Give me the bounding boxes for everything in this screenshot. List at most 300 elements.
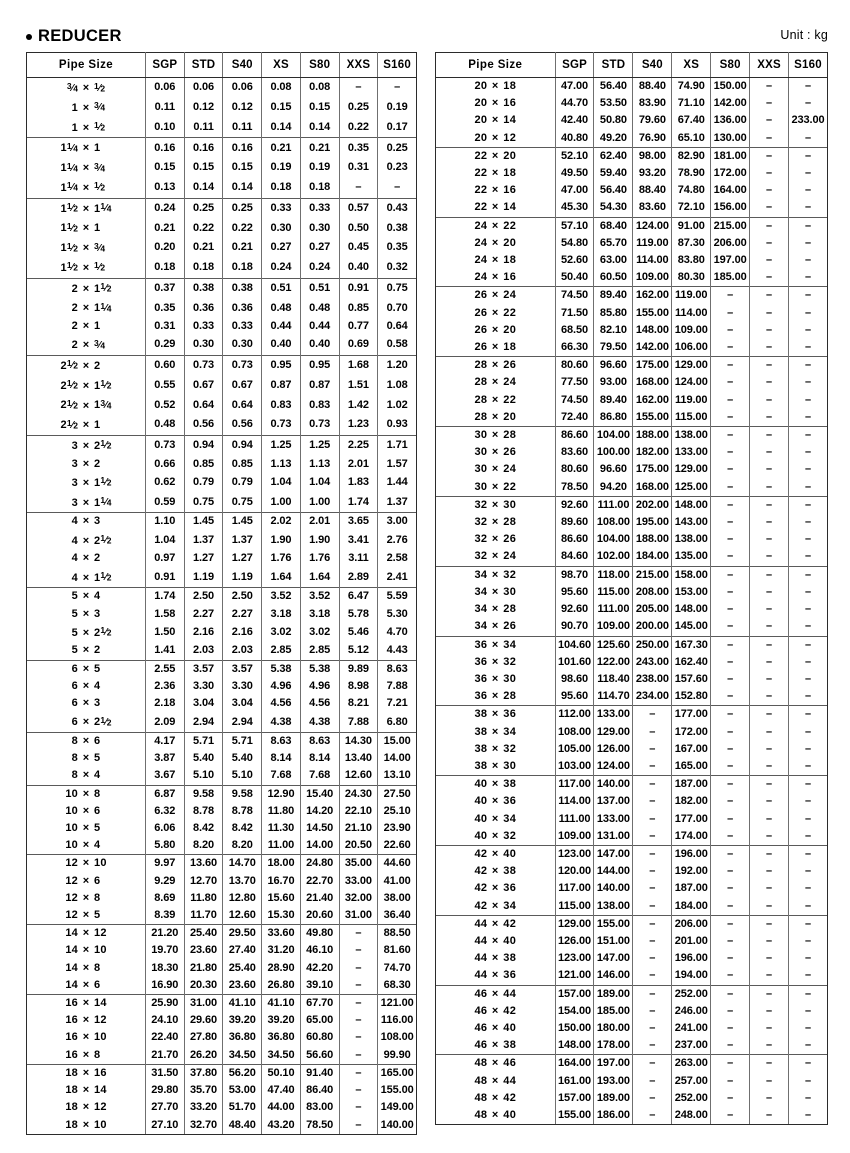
cell-s40: 8.78 [223,803,262,820]
table-row [436,78,828,96]
cell-xs: 3.52 [262,588,301,606]
cell-s40: 0.12 [223,98,262,118]
cell-std: 3.04 [184,695,223,712]
cell-pipe-size: $1^1⁄_2$ × $1^1⁄_4$ [27,198,146,218]
cell-sgp: 74.50 [555,287,594,305]
table-row [436,514,828,531]
cell-s40: 2.16 [223,623,262,643]
cell-s40: 8.42 [223,820,262,837]
cell-std: 0.94 [184,435,223,455]
cell-xxs: – [750,409,789,427]
cell-xs: 8.14 [262,750,301,767]
cell-xs: 177.00 [672,811,711,828]
cell-sgp: 72.40 [555,409,594,427]
cell-s160: – [789,1090,828,1107]
cell-xs: 71.10 [672,95,711,112]
cell-std: 0.73 [184,355,223,375]
cell-s160: – [789,758,828,776]
cell-s40: 83.90 [633,95,672,112]
column-header-xxs: XXS [339,53,378,78]
cell-sgp: 68.50 [555,322,594,339]
cell-xs: 0.15 [262,98,301,118]
cell-pipe-size: 26 × 24 [436,287,556,305]
cell-sgp: 45.30 [555,199,594,217]
cell-std: 60.50 [594,269,633,287]
table-row [436,427,828,445]
cell-s40: 0.06 [223,78,262,98]
cell-std: 197.00 [594,1055,633,1073]
column-header-s80: S80 [711,53,750,78]
cell-sgp: 57.10 [555,217,594,235]
cell-pipe-size: $2 \times 1^1⁄_2$ [27,278,146,298]
cell-xs: 7.68 [262,767,301,785]
cell-s80: 0.08 [300,78,339,98]
cell-sgp: 101.60 [555,654,594,671]
cell-s80: 4.38 [300,712,339,732]
tables-container [0,52,850,1135]
cell-s160: 38.00 [378,890,417,907]
cell-s80: 56.60 [300,1047,339,1065]
cell-xxs: – [750,845,789,863]
cell-std: 122.00 [594,654,633,671]
column-header-std: STD [184,53,223,78]
cell-xxs: – [339,1012,378,1029]
table-row [27,138,417,158]
cell-sgp: 54.80 [555,235,594,252]
cell-std: 53.50 [594,95,633,112]
table-row [436,654,828,671]
table-row [436,915,828,933]
cell-pipe-size: 32 × 24 [436,548,556,566]
cell-pipe-size: 24 × 16 [436,269,556,287]
cell-std: 26.20 [184,1047,223,1065]
cell-s40: 202.00 [633,496,672,514]
cell-std: 133.00 [594,811,633,828]
cell-xxs: 1.74 [339,493,378,513]
cell-xxs: – [750,654,789,671]
cell-sgp: 150.00 [555,1020,594,1037]
cell-s40: 13.70 [223,873,262,890]
table-row [436,741,828,758]
table-row [27,198,417,218]
reducer-table-left [26,52,417,1135]
table-row [27,278,417,298]
cell-s160: – [789,392,828,409]
table-row [27,376,417,396]
cell-pipe-size: 38 × 36 [436,706,556,724]
cell-std: 56.40 [594,78,633,96]
cell-sgp: 111.00 [555,811,594,828]
cell-s160: – [789,95,828,112]
cell-sgp: 104.60 [555,636,594,654]
cell-xxs: 0.50 [339,218,378,238]
cell-std: 94.20 [594,479,633,497]
left-table-column [0,52,425,1135]
cell-s80: – [711,758,750,776]
cell-s40: 234.00 [633,688,672,706]
table-row [27,298,417,318]
cell-s80: 5.38 [300,660,339,678]
cell-s40: 8.20 [223,837,262,855]
cell-s40: 14.70 [223,855,262,873]
table-row [436,130,828,148]
cell-xxs: – [750,112,789,129]
table-row [27,750,417,767]
cell-std: 59.40 [594,165,633,182]
cell-xxs: 1.23 [339,415,378,435]
cell-xs: 119.00 [672,392,711,409]
cell-s40: 0.18 [223,258,262,278]
cell-xs: 36.80 [262,1029,301,1046]
cell-xxs: – [339,977,378,995]
cell-std: 32.70 [184,1117,223,1135]
cell-s40: 34.50 [223,1047,262,1065]
cell-s40: 2.94 [223,712,262,732]
table-row [27,258,417,278]
cell-pipe-size: 48 × 42 [436,1090,556,1107]
cell-pipe-size: $4 \times 2^1⁄_2$ [27,531,146,551]
cell-s40: 200.00 [633,618,672,636]
cell-s160: – [789,584,828,601]
cell-xs: 31.20 [262,942,301,959]
right-table-column [425,52,850,1135]
cell-xs: 106.00 [672,339,711,357]
table-row [27,550,417,567]
cell-s160: 2.76 [378,531,417,551]
cell-sgp: 80.60 [555,357,594,375]
cell-s40: – [633,1107,672,1125]
cell-xxs: – [750,339,789,357]
cell-xs: 1.00 [262,493,301,513]
cell-s80: 164.00 [711,182,750,199]
cell-xxs: – [750,933,789,950]
cell-xxs: 2.89 [339,568,378,588]
table-row [436,845,828,863]
cell-s160: – [789,461,828,478]
cell-pipe-size: 48 × 40 [436,1107,556,1125]
cell-s40: 0.73 [223,355,262,375]
cell-xs: 192.00 [672,863,711,880]
cell-s40: 39.20 [223,1012,262,1029]
cell-sgp: 0.21 [145,218,184,238]
column-header-s80: S80 [300,53,339,78]
cell-s80: – [711,531,750,548]
cell-pipe-size: 30 × 24 [436,461,556,478]
cell-s160: – [789,130,828,148]
cell-s160: – [789,269,828,287]
cell-sgp: 0.73 [145,435,184,455]
table-row [436,950,828,967]
cell-sgp: 42.40 [555,112,594,129]
cell-xs: 26.80 [262,977,301,995]
cell-s80: 181.00 [711,147,750,165]
cell-s40: – [633,985,672,1003]
cell-s160: – [789,898,828,916]
cell-xs: 119.00 [672,287,711,305]
cell-sgp: 129.00 [555,915,594,933]
cell-s80: 136.00 [711,112,750,129]
cell-sgp: 0.16 [145,138,184,158]
cell-sgp: 0.59 [145,493,184,513]
cell-sgp: 164.00 [555,1055,594,1073]
cell-s80: 0.73 [300,415,339,435]
cell-s80: 0.40 [300,335,339,355]
cell-pipe-size: $1^1⁄_2 \times 1$ [27,218,146,238]
table-row [27,942,417,959]
cell-s160: 7.21 [378,695,417,712]
cell-xxs: 1.42 [339,395,378,415]
cell-s160: – [789,252,828,269]
cell-xs: 0.27 [262,238,301,258]
cell-xs: 263.00 [672,1055,711,1073]
cell-s40: 215.00 [633,566,672,584]
column-header-s160: S160 [378,53,417,78]
cell-xxs: – [750,199,789,217]
table-row [27,178,417,198]
cell-xxs: 5.12 [339,642,378,660]
table-row [27,395,417,415]
cell-xxs: – [750,880,789,897]
cell-s40: 142.00 [633,339,672,357]
cell-xxs: – [750,828,789,846]
cell-s160: 140.00 [378,1117,417,1135]
table-row [436,409,828,427]
cell-xxs: 0.77 [339,318,378,335]
cell-s160: 1.02 [378,395,417,415]
cell-s40: – [633,898,672,916]
cell-pipe-size: 40 × 36 [436,793,556,810]
cell-pipe-size: $1^1⁄_4 \times 1$ [27,138,146,158]
cell-sgp: 6.32 [145,803,184,820]
cell-s80: – [711,880,750,897]
cell-s160: – [789,548,828,566]
cell-pipe-size: 40 × 34 [436,811,556,828]
cell-std: 189.00 [594,1090,633,1107]
cell-s40: 195.00 [633,514,672,531]
cell-xs: 201.00 [672,933,711,950]
cell-std: 27.80 [184,1029,223,1046]
cell-xxs: – [750,811,789,828]
cell-pipe-size: 4 × 2 [27,550,146,567]
cell-s160: 0.38 [378,218,417,238]
cell-xxs: 7.88 [339,712,378,732]
cell-s160: 1.71 [378,435,417,455]
table-row [436,1020,828,1037]
table-row [27,118,417,138]
cell-pipe-size: 12 × 10 [27,855,146,873]
cell-sgp: 155.00 [555,1107,594,1125]
cell-s80: – [711,915,750,933]
cell-s80: 24.80 [300,855,339,873]
cell-xxs: 2.25 [339,435,378,455]
cell-s160: – [789,479,828,497]
cell-s80: – [711,444,750,461]
cell-sgp: 66.30 [555,339,594,357]
cell-xxs: – [750,444,789,461]
table-row [27,1064,417,1082]
cell-s40: 0.75 [223,493,262,513]
cell-sgp: 8.69 [145,890,184,907]
cell-std: 37.80 [184,1064,223,1082]
table-row [27,568,417,588]
cell-std: 189.00 [594,985,633,1003]
cell-xxs: – [750,287,789,305]
cell-sgp: 0.20 [145,238,184,258]
cell-xs: 74.80 [672,182,711,199]
cell-pipe-size: $^3⁄_4$ × $^1⁄_2$ [27,78,146,98]
cell-xxs: 0.45 [339,238,378,258]
cell-std: 0.75 [184,493,223,513]
cell-s80: – [711,688,750,706]
cell-s80: – [711,339,750,357]
cell-xs: 39.20 [262,1012,301,1029]
table-row [436,112,828,129]
cell-s40: 184.00 [633,548,672,566]
cell-s40: 23.60 [223,977,262,995]
cell-s160: – [789,863,828,880]
cell-s160: – [378,178,417,198]
cell-xxs: – [750,479,789,497]
cell-s80: 1.13 [300,456,339,473]
cell-xxs: – [339,995,378,1013]
cell-s40: 175.00 [633,461,672,478]
cell-s160: – [789,967,828,985]
cell-s40: – [633,845,672,863]
cell-std: 155.00 [594,915,633,933]
cell-xxs: – [750,217,789,235]
cell-std: 138.00 [594,898,633,916]
cell-s40: – [633,967,672,985]
cell-std: 0.16 [184,138,223,158]
cell-pipe-size: 30 × 22 [436,479,556,497]
cell-std: 65.70 [594,235,633,252]
cell-xs: 145.00 [672,618,711,636]
cell-s40: – [633,863,672,880]
cell-s40: – [633,758,672,776]
cell-s160: 27.50 [378,785,417,803]
right-header-row [436,53,828,78]
cell-s80: 86.40 [300,1082,339,1099]
table-row [436,548,828,566]
cell-s160: – [789,793,828,810]
cell-s40: – [633,828,672,846]
cell-std: 147.00 [594,950,633,967]
cell-sgp: 109.00 [555,828,594,846]
cell-std: 0.22 [184,218,223,238]
cell-std: 8.78 [184,803,223,820]
cell-xxs: 0.85 [339,298,378,318]
cell-sgp: 29.80 [145,1082,184,1099]
cell-xs: 248.00 [672,1107,711,1125]
cell-s160: – [789,618,828,636]
cell-s160: – [789,1073,828,1090]
cell-s160: 0.75 [378,278,417,298]
cell-xxs: – [750,967,789,985]
cell-s160: 1.44 [378,473,417,493]
cell-xs: 0.48 [262,298,301,318]
cell-xxs: 31.00 [339,907,378,925]
column-header-pipe-size: Pipe Size [436,53,556,78]
cell-pipe-size: 22 × 16 [436,182,556,199]
cell-std: 35.70 [184,1082,223,1099]
cell-pipe-size: 38 × 32 [436,741,556,758]
page-title [26,28,122,45]
cell-s160: 23.90 [378,820,417,837]
cell-xs: 172.00 [672,724,711,741]
cell-s80: – [711,461,750,478]
cell-s160: – [789,514,828,531]
cell-sgp: 78.50 [555,479,594,497]
cell-s40: 162.00 [633,392,672,409]
cell-s40: – [633,811,672,828]
left-table-body [27,78,417,1135]
cell-s40: 29.50 [223,925,262,943]
cell-s160: – [789,78,828,96]
cell-xs: 8.63 [262,733,301,751]
cell-pipe-size: 6 × 3 [27,695,146,712]
cell-xs: 115.00 [672,409,711,427]
cell-xs: 167.30 [672,636,711,654]
cell-std: 3.57 [184,660,223,678]
cell-sgp: 0.35 [145,298,184,318]
cell-xs: 177.00 [672,706,711,724]
cell-sgp: 2.09 [145,712,184,732]
cell-pipe-size: 6 × 5 [27,660,146,678]
cell-pipe-size: 28 × 26 [436,357,556,375]
cell-xxs: 21.10 [339,820,378,837]
cell-sgp: 0.62 [145,473,184,493]
cell-xs: 125.00 [672,479,711,497]
cell-pipe-size: 24 × 18 [436,252,556,269]
cell-s80: – [711,950,750,967]
cell-xs: 3.18 [262,606,301,623]
cell-pipe-size: $3 \times 2^1⁄_2$ [27,435,146,455]
cell-sgp: 0.66 [145,456,184,473]
cell-sgp: 71.50 [555,305,594,322]
cell-pipe-size: 28 × 24 [436,374,556,391]
cell-std: 0.79 [184,473,223,493]
cell-std: 54.30 [594,199,633,217]
table-row [436,479,828,497]
cell-pipe-size: 10 × 6 [27,803,146,820]
cell-xxs: 0.31 [339,158,378,178]
cell-s80: – [711,671,750,688]
cell-s80: 1.25 [300,435,339,455]
cell-xs: 252.00 [672,1090,711,1107]
cell-s80: 1.04 [300,473,339,493]
cell-std: 115.00 [594,584,633,601]
cell-xs: 4.38 [262,712,301,732]
cell-sgp: 157.00 [555,1090,594,1107]
cell-xs: 78.90 [672,165,711,182]
cell-xs: 0.40 [262,335,301,355]
cell-xxs: – [339,925,378,943]
cell-std: 33.20 [184,1099,223,1116]
cell-s40: 238.00 [633,671,672,688]
cell-s80: – [711,357,750,375]
cell-std: 126.00 [594,741,633,758]
cell-s160: 108.00 [378,1029,417,1046]
table-row [436,235,828,252]
cell-sgp: 6.87 [145,785,184,803]
cell-sgp: 114.00 [555,793,594,810]
cell-xs: 153.00 [672,584,711,601]
cell-s160: 233.00 [789,112,828,129]
table-row [436,933,828,950]
table-row [436,496,828,514]
cell-s80: – [711,967,750,985]
cell-s80: 83.00 [300,1099,339,1116]
